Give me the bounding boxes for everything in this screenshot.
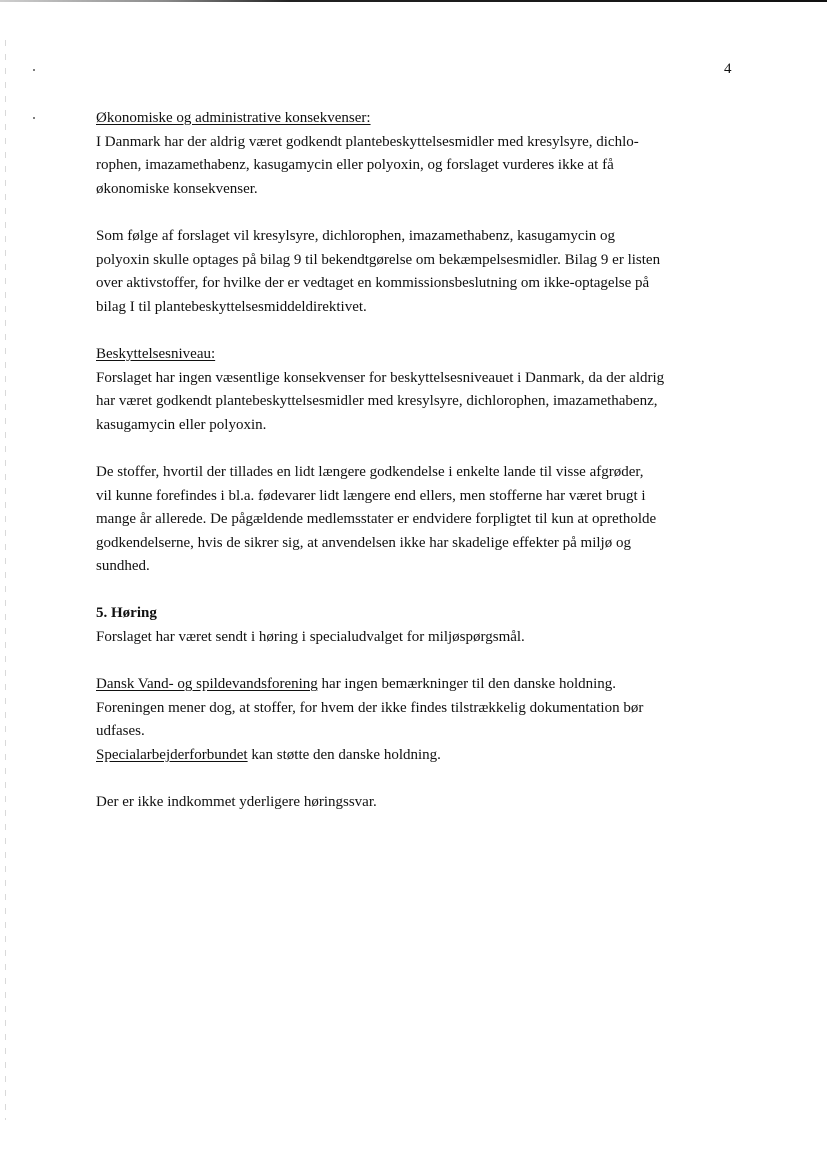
text-line: Forslaget har været sendt i høring i specialudvalget for miljøspørgsmål. <box>96 629 525 646</box>
text-line: Der er ikke indkommet yderligere høringssvar. <box>96 794 377 811</box>
page-number: 4 <box>724 61 732 77</box>
org1-text: har ingen bemærkninger til den danske holdning. <box>317 676 617 693</box>
protection-paragraph-2 <box>96 461 756 579</box>
org2-line <box>96 744 756 768</box>
text-line: økonomiske konsekvenser. <box>96 180 258 197</box>
text-line: bilag I til plantebeskyttelsesmiddeldirektivet. <box>96 298 367 315</box>
text-line: De stoffer, hvortil der tillades en lidt længere godkendelse i enkelte lande til visse afgrøder, <box>96 463 644 480</box>
scan-speck <box>33 117 35 119</box>
protection-section <box>96 343 756 437</box>
text-line: kasugamycin eller polyoxin. <box>96 416 267 433</box>
document-body <box>96 107 756 815</box>
text-line: vil kunne forefindes i bl.a. fødevarer lidt længere end ellers, men stofferne har været brugt i <box>96 487 646 504</box>
text-line: sundhed. <box>96 558 150 575</box>
scan-top-edge <box>0 0 827 2</box>
econ-heading: Økonomiske og administrative konsekvenser: <box>96 110 371 126</box>
text-line: over aktivstoffer, for hvilke der er vedtaget en kommissionsbeslutning om ikke-optagelse på <box>96 275 650 292</box>
protection-heading: Beskyttelsesniveau: <box>96 345 216 362</box>
text-line: godkendelserne, hvis de sikrer sig, at anvendelsen ikke har skadelige effekter på miljø og <box>96 534 631 551</box>
org2-text: kan støtte den danske holdning. <box>247 747 441 764</box>
closing-paragraph <box>96 791 756 815</box>
econ-paragraph-2 <box>96 225 756 319</box>
hearing-responses <box>96 673 756 767</box>
org2-name: Specialarbejderforbundet <box>96 747 248 764</box>
text-line: rophen, imazamethabenz, kasugamycin eller polyoxin, og forslaget vurderes ikke at få <box>96 157 614 174</box>
text-line: udfases. <box>96 723 145 740</box>
econ-section <box>96 107 756 201</box>
scan-left-edge <box>5 40 6 1120</box>
hearing-section <box>96 602 756 649</box>
text-line: mange år allerede. De pågældende medlemsstater er endvidere forpligtet til kun at opretholde <box>96 511 657 528</box>
text-line: Som følge af forslaget vil kresylsyre, dichlorophen, imazamethabenz, kasugamycin og <box>96 227 616 244</box>
scan-speck <box>33 69 35 71</box>
text-line: I Danmark har der aldrig været godkendt plantebeskyttelsesmidler med kresylsyre, dichlo- <box>96 133 639 150</box>
org1-line <box>96 673 756 697</box>
org1-name: Dansk Vand- og spildevandsforening <box>96 676 318 693</box>
hearing-heading: 5. Høring <box>96 605 157 622</box>
text-line: polyoxin skulle optages på bilag 9 til bekendtgørelse om bekæmpelsesmidler. Bilag 9 er listen <box>96 251 661 268</box>
text-line: Foreningen mener dog, at stoffer, for hvem der ikke findes tilstrækkelig dokumentation bør <box>96 699 644 716</box>
text-line: har været godkendt plantebeskyttelsesmidler med kresylsyre, dichlorophen, imazamethabenz, <box>96 393 658 410</box>
text-line: Forslaget har ingen væsentlige konsekvenser for beskyttelsesniveauet i Danmark, da der aldrig <box>96 369 665 386</box>
